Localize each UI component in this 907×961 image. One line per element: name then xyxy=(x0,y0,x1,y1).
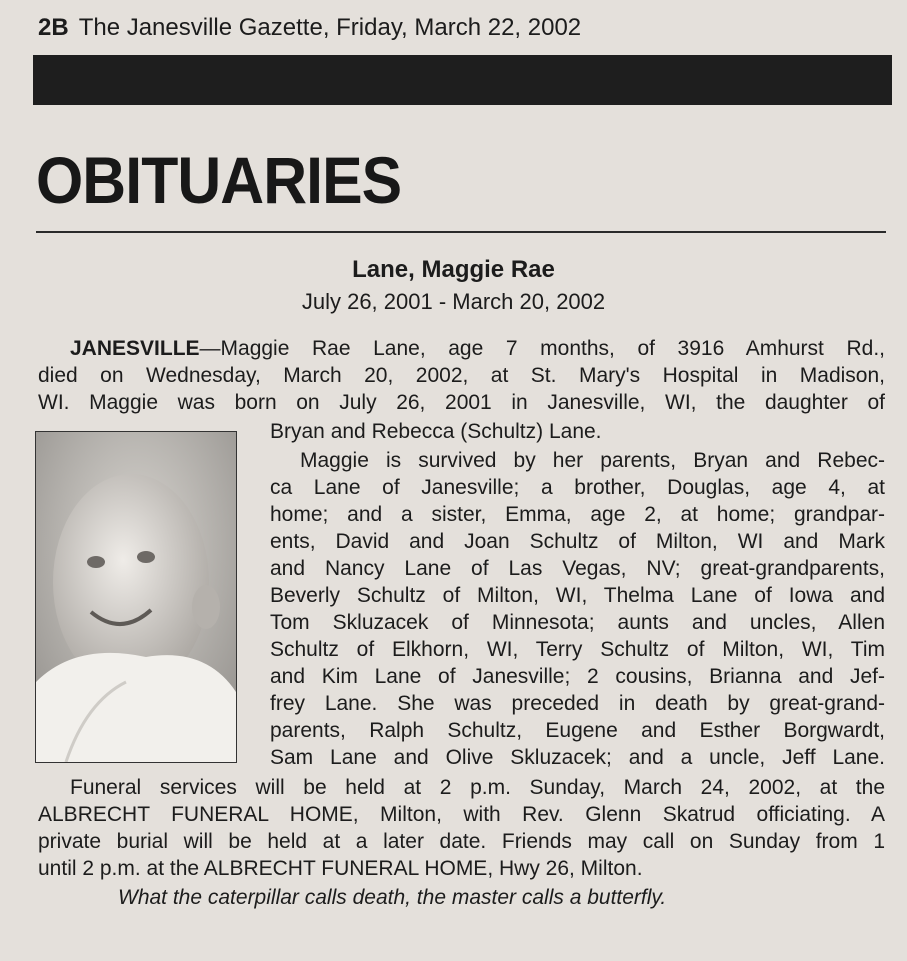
page-folio xyxy=(38,14,581,42)
obituary-name: Lane, Maggie Rae xyxy=(352,256,555,283)
section-title: OBITUARIES xyxy=(36,143,402,217)
obituary-line-text: —Maggie Rae Lane, age 7 months, of 3916 Amhurst Rd., xyxy=(199,337,885,360)
obituary-line: Tom Skluzacek of Minnesota; aunts and uncles, Allen xyxy=(270,611,885,634)
obituary-line: ents, David and Joan Schultz of Milton, WI and Mark xyxy=(270,530,885,553)
obituary-line: died on Wednesday, March 20, 2002, at St. Mary's Hospital in Madison, xyxy=(38,364,885,387)
obituary-line: ALBRECHT FUNERAL HOME, Milton, with Rev. Glenn Skatrud officiating. A xyxy=(38,803,885,826)
obituary-line: WI. Maggie was born on July 26, 2001 in Janesville, WI, the daughter of xyxy=(38,391,885,414)
paper-dateline: The Janesville Gazette, Friday, March 22, 2002 xyxy=(78,14,582,41)
obituary-line: private burial will be held at a later date. Friends may call on Sunday from 1 xyxy=(38,830,885,853)
obituary-line: and Kim Lane of Janesville; 2 cousins, Brianna and Jef- xyxy=(270,665,885,688)
closing-quote: What the caterpillar calls death, the master calls a butterfly. xyxy=(118,886,667,909)
section-rule xyxy=(36,231,886,233)
obituary-dates: July 26, 2001 - March 20, 2002 xyxy=(301,289,606,314)
page-number: 2B xyxy=(38,14,69,41)
obituary-line xyxy=(70,335,885,362)
obituary-line: Funeral services will be held at 2 p.m. Sunday, March 24, 2002, at the xyxy=(70,776,885,799)
portrait-photo xyxy=(35,431,237,763)
obituary-line: frey Lane. She was preceded in death by great-grand- xyxy=(270,692,885,715)
obituary-dateline: JANESVILLE xyxy=(70,337,200,360)
obituary-line: Bryan and Rebecca (Schultz) Lane. xyxy=(270,420,602,443)
obituary-line: ca Lane of Janesville; a brother, Douglas, age 4, at xyxy=(270,476,885,499)
obituary-line: until 2 p.m. at the ALBRECHT FUNERAL HOME, Hwy 26, Milton. xyxy=(38,857,643,880)
baby-portrait-image xyxy=(36,432,236,762)
header-bar xyxy=(33,55,892,105)
obituary-line: parents, Ralph Schultz, Eugene and Esther Borgwardt, xyxy=(270,719,885,742)
obituary-line: and Nancy Lane of Las Vegas, NV; great-grandparents, xyxy=(270,557,885,580)
obituary-line: home; and a sister, Emma, age 2, at home; grandpar- xyxy=(270,503,885,526)
obituary-line: Sam Lane and Olive Skluzacek; and a uncle, Jeff Lane. xyxy=(270,746,885,769)
obituary-line: Maggie is survived by her parents, Bryan and Rebec- xyxy=(300,449,885,472)
obituary-line: Beverly Schultz of Milton, WI, Thelma Lane of Iowa and xyxy=(270,584,885,607)
obituary-line: Schultz of Elkhorn, WI, Terry Schultz of Milton, WI, Tim xyxy=(270,638,885,661)
